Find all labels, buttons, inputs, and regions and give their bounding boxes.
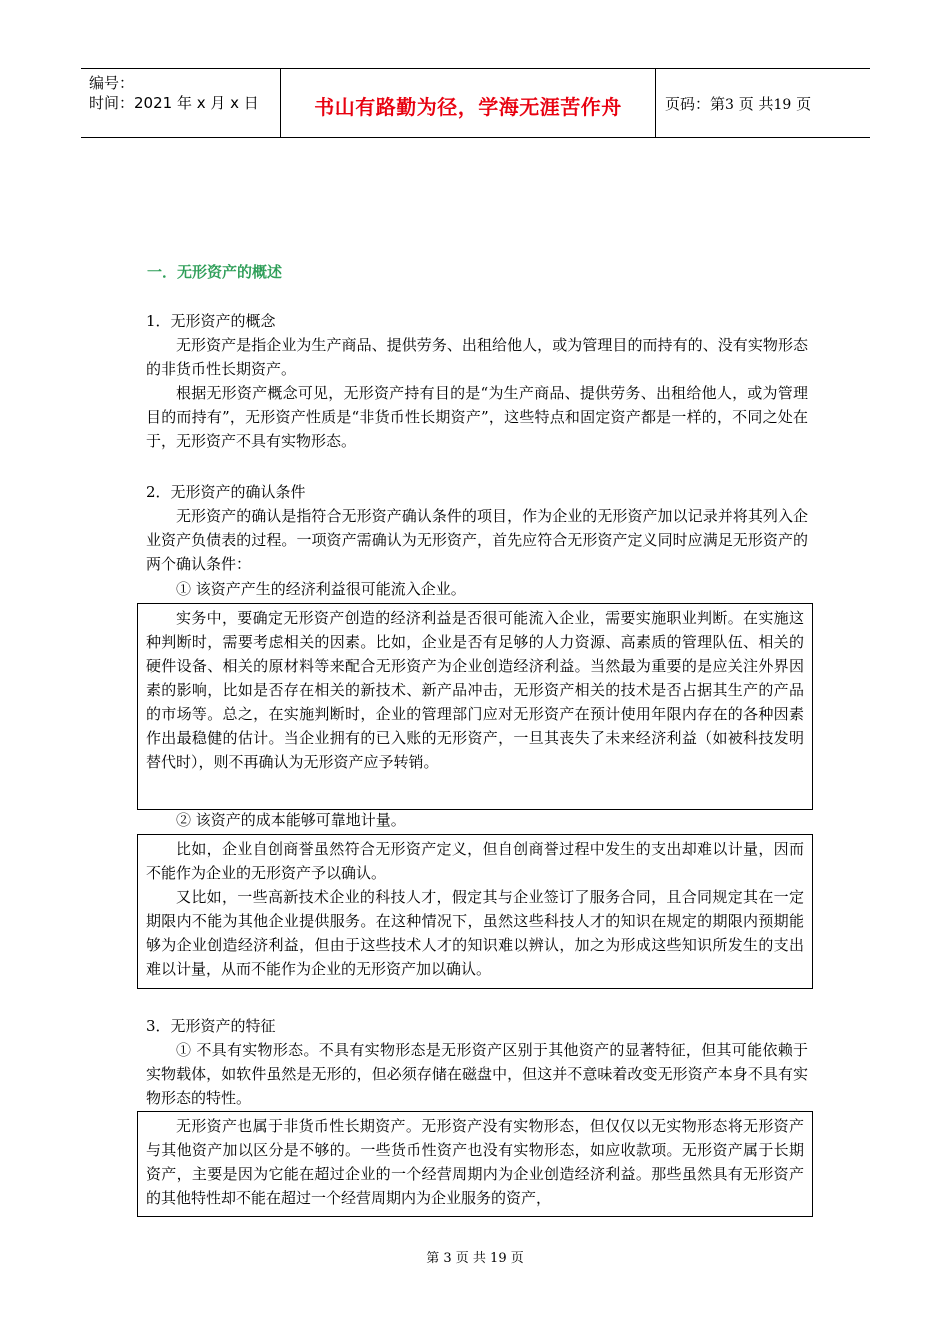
heading-characteristics: 3．无形资产的特征 bbox=[146, 1017, 276, 1035]
note-cost-example-1: 比如，企业自创商誉虽然符合无形资产定义，但自创商誉过程中发生的支出却难以计量，因而不能作为企业的无形资产予以确认。 bbox=[146, 840, 804, 882]
page-indicator bbox=[665, 93, 811, 114]
condition-1: ① 该资产产生的经济利益很可能流入企业。 bbox=[176, 580, 466, 598]
condition-2: ② 该资产的成本能够可靠地计量。 bbox=[176, 811, 406, 829]
paragraph-concept-definition: 无形资产是指企业为生产商品、提供劳务、出租给他人，或为管理目的而持有的、没有实物形态的非货币性长期资产。 bbox=[146, 336, 808, 378]
page-footer: 第 3 页 共 19 页 bbox=[426, 1251, 524, 1266]
note-benefits-text: 实务中，要确定无形资产创造的经济利益是否很可能流入企业，需要实施职业判断。在实施这种判断时，需要考虑相关的因素。比如，企业是否有足够的人力资源、高素质的管理队伍、相关的硬件设备、相关的原材料等来配合无形资产为企业创造经济利益。当然最为重要的是应关注外界因素的影响，比如是否存在相关的新技术、新产品冲击，无形资产相关的技术是否占据其生产的产品的市场等。总之，在实施判断时，企业的管理部门应对无形资产在预计使用年限内存在的各种因素作出最稳健的估计。当企业拥有的已入账的无形资产，一旦其丧失了未来经济利益（如被科技发明替代时），则不再确认为无形资产应予转销。 bbox=[146, 609, 804, 771]
motto: 书山有路勤为径，学海无涯苦作舟 bbox=[314, 95, 622, 119]
note-box-cost bbox=[137, 834, 813, 989]
note-box-nonmonetary bbox=[137, 1111, 813, 1217]
note-cost-example-2: 又比如，一些高新技术企业的科技人才，假定其与企业签订了服务合同，且合同规定其在一定期限内不能为其他企业提供服务。在这种情况下，虽然这些科技人才的知识在规定的期限内预期能够为企业创造经济利益，但由于这些技术人才的知识难以辨认，加之为形成这些知识所发生的支出难以计量，从而不能作为企业的无形资产加以确认。 bbox=[146, 888, 804, 978]
paragraph-no-physical-form: ① 不具有实物形态。不具有实物形态是无形资产区别于其他资产的显著特征，但其可能依赖于实物载体，如软件虽然是无形的，但必须存储在磁盘中，但这并不意味着改变无形资产本身不具有实物形态的特性。 bbox=[146, 1041, 808, 1107]
heading-recognition: 2．无形资产的确认条件 bbox=[146, 483, 306, 501]
page-label-prefix: 页码：第 bbox=[665, 95, 726, 113]
heading-concept: 1．无形资产的概念 bbox=[146, 312, 276, 330]
section-title: 一．无形资产的概述 bbox=[147, 263, 283, 281]
paragraph-recognition: 无形资产的确认是指符合无形资产确认条件的项目，作为企业的无形资产加以记录并将其列入企业资产负债表的过程。一项资产需确认为无形资产，首先应符合无形资产定义同时应满足无形资产的两个确认条件： bbox=[146, 507, 808, 573]
note-nonmonetary-text: 无形资产也属于非货币性长期资产。无形资产没有实物形态，但仅仅以无实物形态将无形资产与其他资产加以区分是不够的。一些货币性资产也没有实物形态，如应收款项。无形资产属于长期资产，主要是因为它能在超过企业的一个经营周期内为企业创造经济利益。那些虽然具有无形资产的其他特性却不能在超过一个经营周期内为企业服务的资产， bbox=[146, 1117, 804, 1207]
page-label-suffix: 页 bbox=[796, 95, 812, 113]
page-header bbox=[81, 68, 870, 138]
page-current: 3 bbox=[725, 97, 734, 113]
header-motto-cell bbox=[281, 69, 656, 137]
number-label: 编号： bbox=[89, 74, 135, 92]
time-label: 时间：2021 年 x 月 x 日 bbox=[89, 94, 259, 112]
note-box-benefits bbox=[137, 603, 813, 810]
header-page-cell bbox=[656, 69, 870, 137]
page-total: 19 bbox=[773, 97, 792, 113]
header-meta-cell bbox=[81, 69, 281, 137]
page-label-mid: 页 共 bbox=[738, 95, 774, 113]
paragraph-concept-analysis: 根据无形资产概念可见，无形资产持有目的是“为生产商品、提供劳务、出租给他人，或为管理目的而持有”，无形资产性质是“非货币性长期资产”，这些特点和固定资产都是一样的，不同之处在于，无形资产不具有实物形态。 bbox=[146, 384, 808, 450]
